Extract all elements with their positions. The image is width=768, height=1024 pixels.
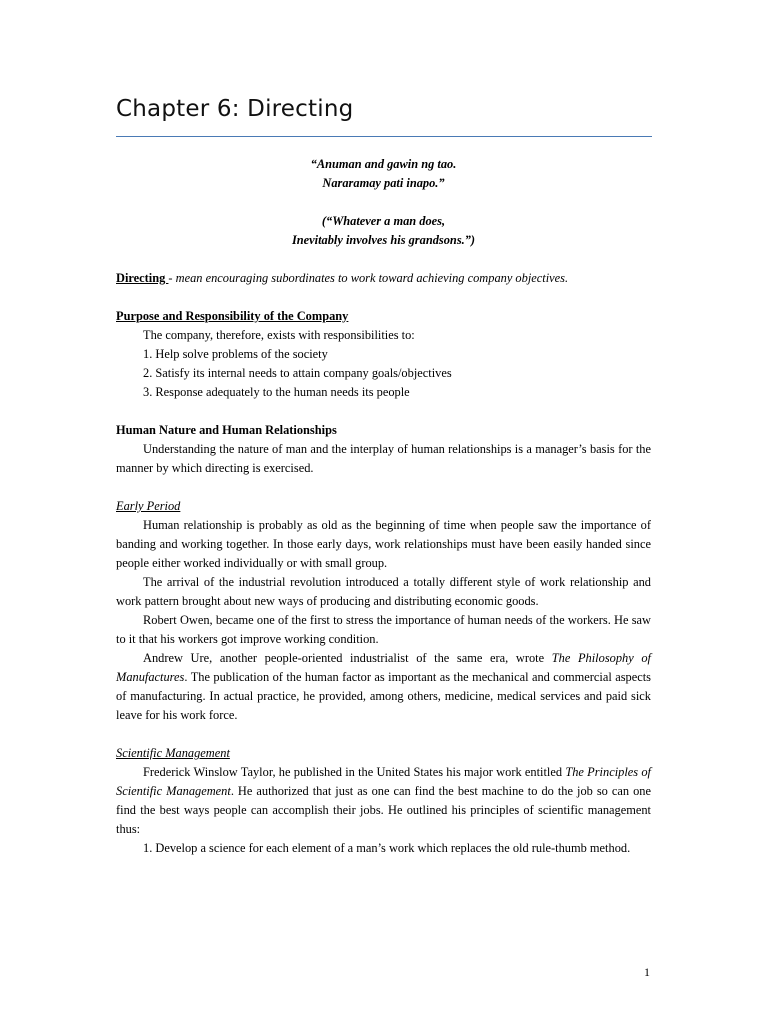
- taylor-text-after: . He authorized that just as one can find the best machine to do the job so can one find the best ways people can accomplish their jobs. He outlined his principles of scientific management thus:: [116, 784, 652, 836]
- principle-item-1: 1. Develop a science for each element of a man’s work which replaces the old rule-thumb method.: [143, 841, 631, 855]
- early-period-paragraph-4: [116, 649, 651, 725]
- purpose-intro: The company, therefore, exists with responsibilities to:: [143, 328, 415, 342]
- early-period-heading: Early Period: [116, 499, 181, 513]
- purpose-heading: Purpose and Responsibility of the Company: [116, 309, 349, 323]
- purpose-item-2: 2. Satisfy its internal needs to attain company goals/objectives: [143, 366, 452, 380]
- quote-line-4: Inevitably involves his grandsons.”): [291, 233, 476, 247]
- page-content: [116, 155, 651, 858]
- purpose-item-1: 1. Help solve problems of the society: [143, 347, 328, 361]
- title-underline-rule: [116, 136, 652, 137]
- taylor-book-title: The Principles of Scientific Management: [116, 765, 651, 798]
- page-number: 1: [644, 965, 650, 979]
- definition-paragraph: [116, 269, 651, 288]
- ure-book-title: The Philosophy of Manufactures: [116, 651, 652, 684]
- early-period-paragraph-2: The arrival of the industrial revolution introduced a totally different style of work relationship and work pattern brought about new ways of producing and distributing economic goods.: [116, 575, 651, 608]
- quote-line-2: Nararamay pati inapo.”: [322, 176, 445, 190]
- purpose-item-3: 3. Response adequately to the human needs its people: [143, 385, 410, 399]
- early-period-paragraph-3: Robert Owen, became one of the first to stress the importance of human needs of the workers. He saw to it that his workers got improve working condition.: [116, 613, 651, 646]
- taylor-text-before: Frederick Winslow Taylor, he published in the United States his major work entitled: [143, 765, 566, 779]
- ure-text-after: . The publication of the human factor as important as the mechanical and commercial aspects of manufacturing. In actual practice, he provided, among others, medicine, medical services and paid sick leave for his work force.: [116, 670, 651, 722]
- quote-line-1: “Anuman and gawin ng tao.: [310, 157, 457, 171]
- definition-text: - mean encouraging subordinates to work toward achieving company objectives.: [168, 271, 569, 285]
- epigraph-quote: [116, 155, 651, 250]
- quote-line-3: (“Whatever a man does,: [321, 214, 446, 228]
- human-nature-heading: Human Nature and Human Relationships: [116, 423, 337, 437]
- human-nature-paragraph: Understanding the nature of man and the interplay of human relationships is a manager’s basis for the manner by which directing is exercised.: [116, 442, 651, 475]
- scientific-management-heading: Scientific Management: [116, 746, 230, 760]
- chapter-title: Chapter 6: Directing: [116, 96, 354, 122]
- early-period-paragraph-1: Human relationship is probably as old as the beginning of time when people saw the importance of banding and working together. In those early days, work relationships must have been easily handed since people either worked individually or with small group.: [116, 518, 651, 570]
- scientific-management-paragraph: [116, 763, 651, 839]
- definition-term: Directing: [116, 271, 169, 285]
- ure-text-before: Andrew Ure, another people-oriented industrialist of the same era, wrote: [143, 651, 552, 665]
